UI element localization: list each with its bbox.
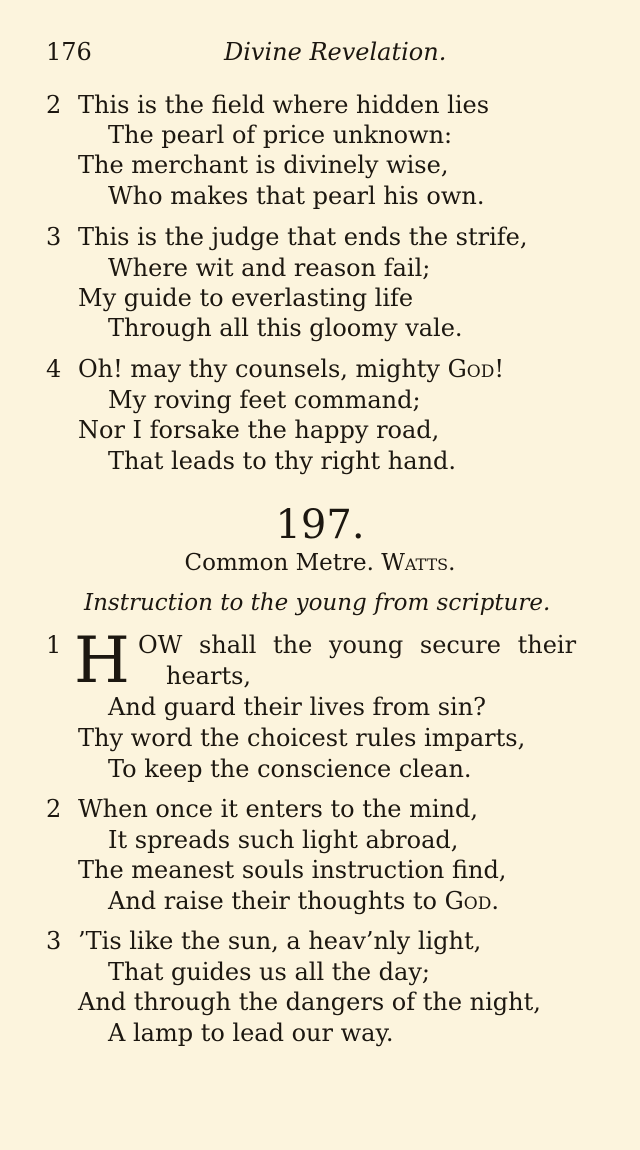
- verse-text: Oh! may thy counsels, mighty: [78, 355, 448, 383]
- hymn-number: 197.: [275, 502, 365, 548]
- verse-number: 3: [46, 223, 62, 251]
- verse-line: OW shall the young secure their: [138, 631, 577, 659]
- running-header: [46, 38, 594, 72]
- verse-line: [78, 354, 504, 384]
- verse-line: My roving feet command;: [108, 386, 421, 414]
- verse-line: Through all this gloomy vale.: [108, 314, 463, 342]
- verse-line: The merchant is divinely wise,: [78, 151, 449, 179]
- verse-line: Thy word the choicest rules imparts,: [78, 724, 526, 752]
- verse-line: Who makes that pearl his own.: [108, 182, 485, 210]
- verse-line: Nor I forsake the happy road,: [78, 416, 440, 444]
- verse-line: When once it enters to the mind,: [78, 795, 479, 823]
- verse-punct: !: [494, 355, 505, 383]
- verse-line: It spreads such light abroad,: [108, 826, 459, 854]
- verse-line: ’Tis like the sun, a heav’nly light,: [78, 927, 482, 955]
- verse-line: And guard their lives from sin?: [108, 693, 487, 721]
- running-title: Divine Revelation.: [224, 38, 447, 66]
- verse-line: That leads to thy right hand.: [108, 447, 457, 475]
- verse-line: hearts,: [166, 662, 252, 690]
- verse-line: A lamp to lead our way.: [108, 1019, 394, 1047]
- verse-line: And through the dangers of the night,: [78, 988, 541, 1016]
- verse-line: To keep the conscience clean.: [108, 755, 472, 783]
- divine-name: God: [447, 355, 495, 383]
- verse-line: That guides us all the day;: [108, 958, 430, 986]
- verse-line: Where wit and reason fail;: [108, 254, 431, 282]
- page-number: 176: [46, 38, 92, 66]
- verse-number: 1: [46, 631, 62, 659]
- divine-name: God: [444, 887, 492, 915]
- hymn-meter: Common Metre.: [184, 550, 374, 576]
- verse-text: And raise their thoughts to: [108, 887, 445, 915]
- verse-line: This is the field where hidden lies: [78, 91, 490, 119]
- verse-punct: .: [491, 887, 499, 915]
- hymn-subject: Instruction to the young from scripture.: [84, 590, 551, 616]
- drop-cap: H: [74, 624, 130, 698]
- verse-number: 2: [46, 91, 62, 119]
- verse-line: My guide to everlasting life: [78, 284, 414, 312]
- verse-number: 4: [46, 355, 62, 383]
- verse-line: [108, 886, 499, 916]
- verse-line: This is the judge that ends the strife,: [78, 223, 528, 251]
- verse-line: The pearl of price unknown:: [108, 121, 453, 149]
- verse-line: The meanest souls instruction find,: [78, 856, 507, 884]
- hymn-meter-line: [0, 548, 640, 578]
- verse-number: 2: [46, 795, 62, 823]
- hymn-author: Watts.: [381, 550, 456, 576]
- verse-number: 3: [46, 927, 62, 955]
